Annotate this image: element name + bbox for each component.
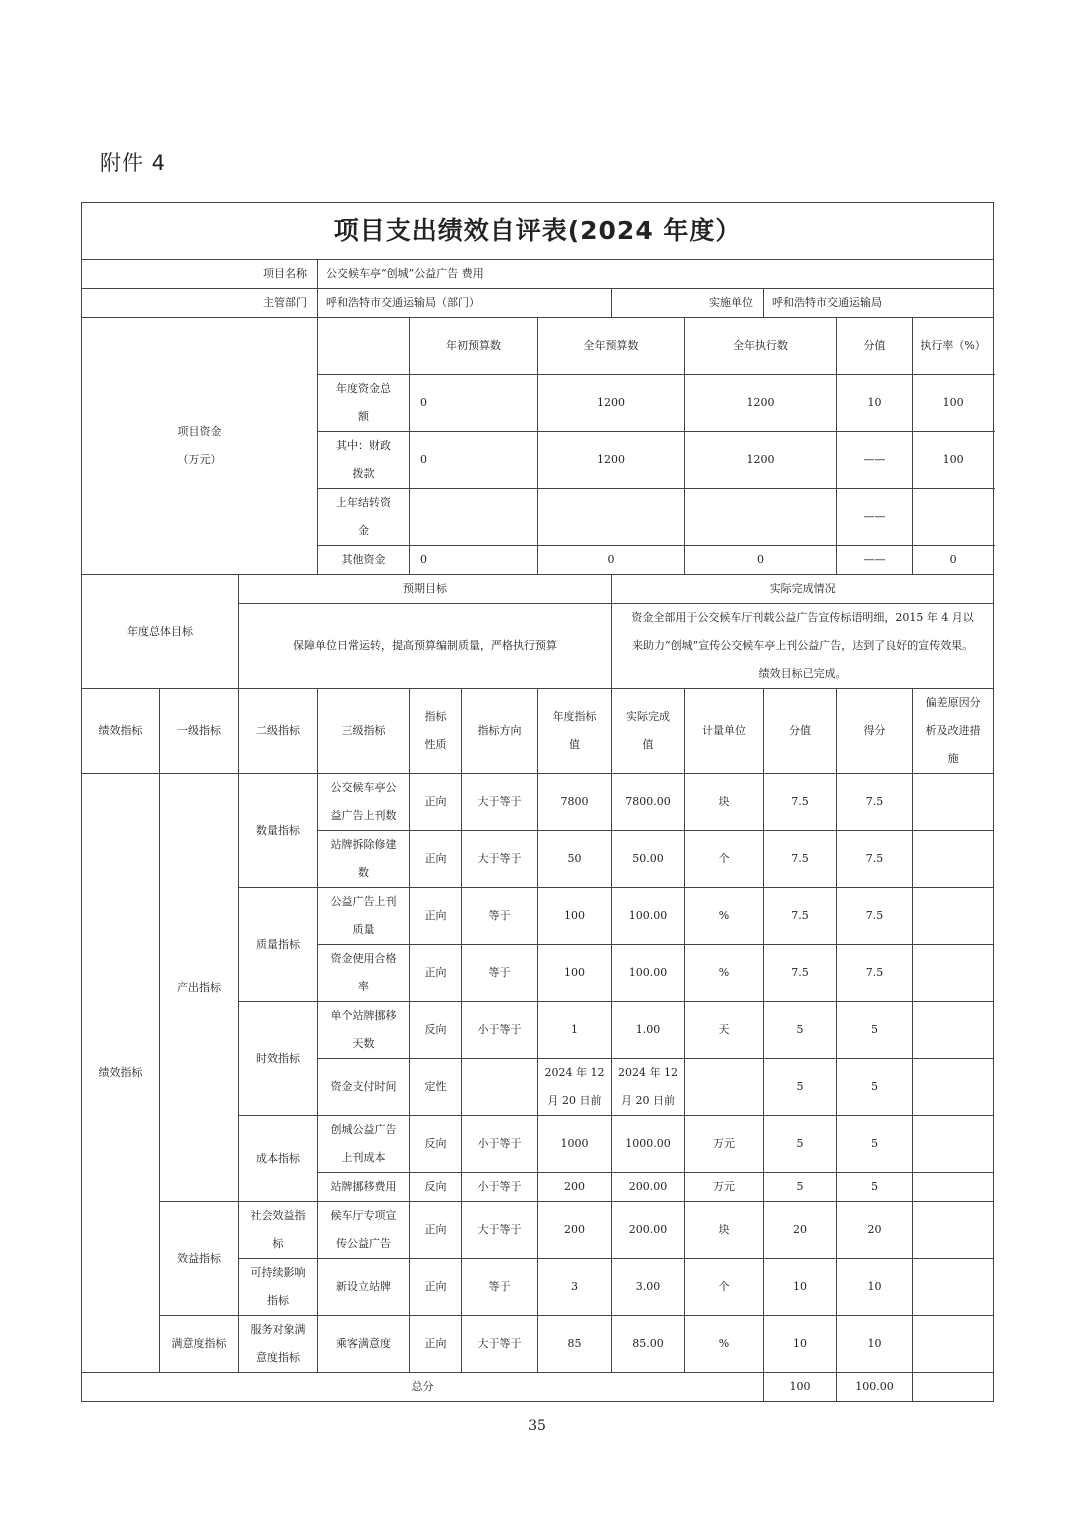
weight: 7.5 — [764, 888, 837, 945]
funds-rate: 0 — [913, 546, 994, 575]
deviation-reason — [913, 1259, 994, 1316]
funds-rate: 100 — [913, 432, 994, 489]
indicator-nature: 正向 — [410, 1316, 462, 1373]
unit: 万元 — [685, 1173, 764, 1202]
actual-value: 50.00 — [612, 831, 685, 888]
expected-goal-text: 保障单位日常运转，提高预算编制质量，严格执行预算 — [239, 604, 612, 689]
annual-target: 100 — [538, 888, 612, 945]
table-row — [82, 689, 994, 774]
level3-indicator: 站牌挪移费用 — [318, 1173, 410, 1202]
funds-row-label: 其他资金 — [318, 546, 410, 575]
level3-indicator: 站牌拆除修建 数 — [318, 831, 410, 888]
annual-goal-label: 年度总体目标 — [82, 575, 239, 689]
indicator-direction: 大于等于 — [462, 831, 538, 888]
level3-indicator: 资金支付时间 — [318, 1059, 410, 1116]
unit: % — [685, 1316, 764, 1373]
level3-indicator: 候车厅专项宣 传公益广告 — [318, 1202, 410, 1259]
indicator-nature: 反向 — [410, 1116, 462, 1173]
funds-header-empty — [318, 318, 410, 375]
score: 10 — [837, 1259, 913, 1316]
indicator-nature: 正向 — [410, 1259, 462, 1316]
dept-label: 主管部门 — [82, 289, 318, 318]
score: 5 — [837, 1059, 913, 1116]
level3-indicator: 乘客满意度 — [318, 1316, 410, 1373]
weight: 20 — [764, 1202, 837, 1259]
deviation-reason — [913, 1316, 994, 1373]
timeliness-indicator-label: 时效指标 — [239, 1002, 318, 1116]
funds-executed: 0 — [685, 546, 837, 575]
unit: % — [685, 945, 764, 1002]
funds-score-value: —— — [837, 546, 913, 575]
service-satisfaction-label: 服务对象满 意度指标 — [239, 1316, 318, 1373]
funds-header: 执行率（%） — [913, 318, 994, 375]
attachment-label: 附件 4 — [100, 151, 167, 175]
actual-status-text: 资金全部用于公交候车厅刊载公益广告宣传标语明细，2015 年 4 月以 来助力“创城”宣传公交候车亭上刊公益广告，达到了良好的宣传效果。 绩效目标已完成。 — [612, 604, 994, 689]
unit: 块 — [685, 774, 764, 831]
annual-target: 200 — [538, 1173, 612, 1202]
funds-score-value: 10 — [837, 375, 913, 432]
social-benefit-label: 社会效益指 标 — [239, 1202, 318, 1259]
funds-header: 全年执行数 — [685, 318, 837, 375]
deviation-reason — [913, 774, 994, 831]
deviation-reason — [913, 1173, 994, 1202]
output-indicator-label: 产出指标 — [160, 774, 239, 1202]
weight: 5 — [764, 1173, 837, 1202]
level3-indicator: 公交候车亭公 益广告上刊数 — [318, 774, 410, 831]
indicator-nature: 定性 — [410, 1059, 462, 1116]
col-header-direction: 指标方向 — [462, 689, 538, 774]
score: 10 — [837, 1316, 913, 1373]
indicator-direction: 大于等于 — [462, 774, 538, 831]
col-header-actual: 实际完成 值 — [612, 689, 685, 774]
actual-value: 2024 年 12 月 20 日前 — [612, 1059, 685, 1116]
col-header-unit: 计量单位 — [685, 689, 764, 774]
col-header-weight: 分值 — [764, 689, 837, 774]
annual-target: 200 — [538, 1202, 612, 1259]
funds-rate — [913, 489, 994, 546]
level3-indicator: 新设立站牌 — [318, 1259, 410, 1316]
indicator-direction: 大于等于 — [462, 1316, 538, 1373]
col-header-level1: 一级指标 — [160, 689, 239, 774]
table-row — [82, 575, 994, 604]
annual-target: 100 — [538, 945, 612, 1002]
project-name-value: 公交候车亭“创城”公益广告 费用 — [318, 260, 994, 289]
unit: 个 — [685, 831, 764, 888]
unit: % — [685, 888, 764, 945]
weight: 5 — [764, 1002, 837, 1059]
deviation-reason — [913, 1116, 994, 1173]
actual-value: 200.00 — [612, 1202, 685, 1259]
expected-goal-header: 预期目标 — [239, 575, 612, 604]
funds-rate: 100 — [913, 375, 994, 432]
funds-row-label: 其中：财政 拨款 — [318, 432, 410, 489]
funds-initial: 0 — [410, 432, 538, 489]
deviation-reason — [913, 888, 994, 945]
score: 5 — [837, 1116, 913, 1173]
indicator-nature: 正向 — [410, 888, 462, 945]
score: 7.5 — [837, 774, 913, 831]
weight: 7.5 — [764, 945, 837, 1002]
quantity-indicator-label: 数量指标 — [239, 774, 318, 888]
funds-score-value: —— — [837, 489, 913, 546]
col-header-level2: 二级指标 — [239, 689, 318, 774]
actual-value: 7800.00 — [612, 774, 685, 831]
annual-target: 50 — [538, 831, 612, 888]
score: 5 — [837, 1002, 913, 1059]
funds-row-label: 上年结转资 金 — [318, 489, 410, 546]
unit: 个 — [685, 1259, 764, 1316]
actual-value: 1000.00 — [612, 1116, 685, 1173]
impl-unit-value: 呼和浩特市交通运输局 — [764, 289, 994, 318]
col-header-nature: 指标 性质 — [410, 689, 462, 774]
funds-executed: 1200 — [685, 432, 837, 489]
score: 7.5 — [837, 831, 913, 888]
indicator-direction: 小于等于 — [462, 1173, 538, 1202]
indicator-nature: 正向 — [410, 945, 462, 1002]
indicator-direction: 等于 — [462, 888, 538, 945]
deviation-reason — [913, 1002, 994, 1059]
satisfaction-indicator-label: 满意度指标 — [160, 1316, 239, 1373]
indicator-nature: 正向 — [410, 774, 462, 831]
col-header-level3: 三级指标 — [318, 689, 410, 774]
indicator-nature: 正向 — [410, 831, 462, 888]
annual-target: 3 — [538, 1259, 612, 1316]
table-row — [82, 774, 994, 831]
table-row — [82, 1316, 994, 1373]
funds-annual: 0 — [538, 546, 685, 575]
deviation-reason — [913, 831, 994, 888]
col-header-perf: 绩效指标 — [82, 689, 160, 774]
unit: 块 — [685, 1202, 764, 1259]
indicator-nature: 反向 — [410, 1002, 462, 1059]
funds-annual: 1200 — [538, 432, 685, 489]
impl-unit-label: 实施单位 — [612, 289, 764, 318]
indicator-nature: 正向 — [410, 1202, 462, 1259]
actual-value: 1.00 — [612, 1002, 685, 1059]
cost-indicator-label: 成本指标 — [239, 1116, 318, 1202]
total-reason — [913, 1373, 994, 1402]
weight: 10 — [764, 1259, 837, 1316]
indicator-direction — [462, 1059, 538, 1116]
deviation-reason — [913, 1202, 994, 1259]
quality-indicator-label: 质量指标 — [239, 888, 318, 1002]
indicator-direction: 等于 — [462, 945, 538, 1002]
indicator-direction: 小于等于 — [462, 1116, 538, 1173]
annual-target: 85 — [538, 1316, 612, 1373]
indicator-direction: 大于等于 — [462, 1202, 538, 1259]
weight: 5 — [764, 1116, 837, 1173]
score: 7.5 — [837, 888, 913, 945]
actual-value: 3.00 — [612, 1259, 685, 1316]
annual-target: 7800 — [538, 774, 612, 831]
funds-header: 全年预算数 — [538, 318, 685, 375]
level3-indicator: 创城公益广告 上刊成本 — [318, 1116, 410, 1173]
funds-header: 分值 — [837, 318, 913, 375]
actual-value: 85.00 — [612, 1316, 685, 1373]
funds-initial: 0 — [410, 546, 538, 575]
unit — [685, 1059, 764, 1116]
funds-annual: 1200 — [538, 375, 685, 432]
deviation-reason — [913, 1059, 994, 1116]
total-score: 100.00 — [837, 1373, 913, 1402]
deviation-reason — [913, 945, 994, 1002]
level3-indicator: 资金使用合格 率 — [318, 945, 410, 1002]
col-header-target: 年度指标 值 — [538, 689, 612, 774]
weight: 5 — [764, 1059, 837, 1116]
indicator-direction: 等于 — [462, 1259, 538, 1316]
funds-executed — [685, 489, 837, 546]
project-name-label: 项目名称 — [82, 260, 318, 289]
funds-header: 年初预算数 — [410, 318, 538, 375]
score: 7.5 — [837, 945, 913, 1002]
col-header-reason: 偏差原因分 析及改进措 施 — [913, 689, 994, 774]
annual-target: 2024 年 12 月 20 日前 — [538, 1059, 612, 1116]
funds-executed: 1200 — [685, 375, 837, 432]
performance-table — [81, 202, 994, 1402]
actual-value: 100.00 — [612, 945, 685, 1002]
funds-row-label: 年度资金总 额 — [318, 375, 410, 432]
weight: 7.5 — [764, 774, 837, 831]
weight: 7.5 — [764, 831, 837, 888]
indicator-nature: 反向 — [410, 1173, 462, 1202]
col-header-score: 得分 — [837, 689, 913, 774]
score: 5 — [837, 1173, 913, 1202]
funds-initial: 0 — [410, 375, 538, 432]
indicator-direction: 小于等于 — [462, 1002, 538, 1059]
level3-indicator: 单个站牌挪移 天数 — [318, 1002, 410, 1059]
funds-annual — [538, 489, 685, 546]
funds-label: 项目资金 （万元） — [82, 318, 318, 575]
sustainability-label: 可持续影响 指标 — [239, 1259, 318, 1316]
weight: 10 — [764, 1316, 837, 1373]
page-number: 35 — [528, 1418, 546, 1434]
page-title: 项目支出绩效自评表(2024 年度） — [82, 203, 994, 260]
level3-indicator: 公益广告上刊 质量 — [318, 888, 410, 945]
funds-initial — [410, 489, 538, 546]
total-label: 总分 — [82, 1373, 764, 1402]
actual-value: 200.00 — [612, 1173, 685, 1202]
actual-status-header: 实际完成情况 — [612, 575, 994, 604]
annual-target: 1000 — [538, 1116, 612, 1173]
benefit-indicator-label: 效益指标 — [160, 1202, 239, 1316]
unit: 万元 — [685, 1116, 764, 1173]
score: 20 — [837, 1202, 913, 1259]
perf-indicator-label: 绩效指标 — [82, 774, 160, 1373]
table-row — [82, 1202, 994, 1259]
unit: 天 — [685, 1002, 764, 1059]
annual-target: 1 — [538, 1002, 612, 1059]
funds-score-value: —— — [837, 432, 913, 489]
total-weight: 100 — [764, 1373, 837, 1402]
actual-value: 100.00 — [612, 888, 685, 945]
table-row — [82, 1373, 994, 1402]
dept-value: 呼和浩特市交通运输局（部门） — [318, 289, 612, 318]
